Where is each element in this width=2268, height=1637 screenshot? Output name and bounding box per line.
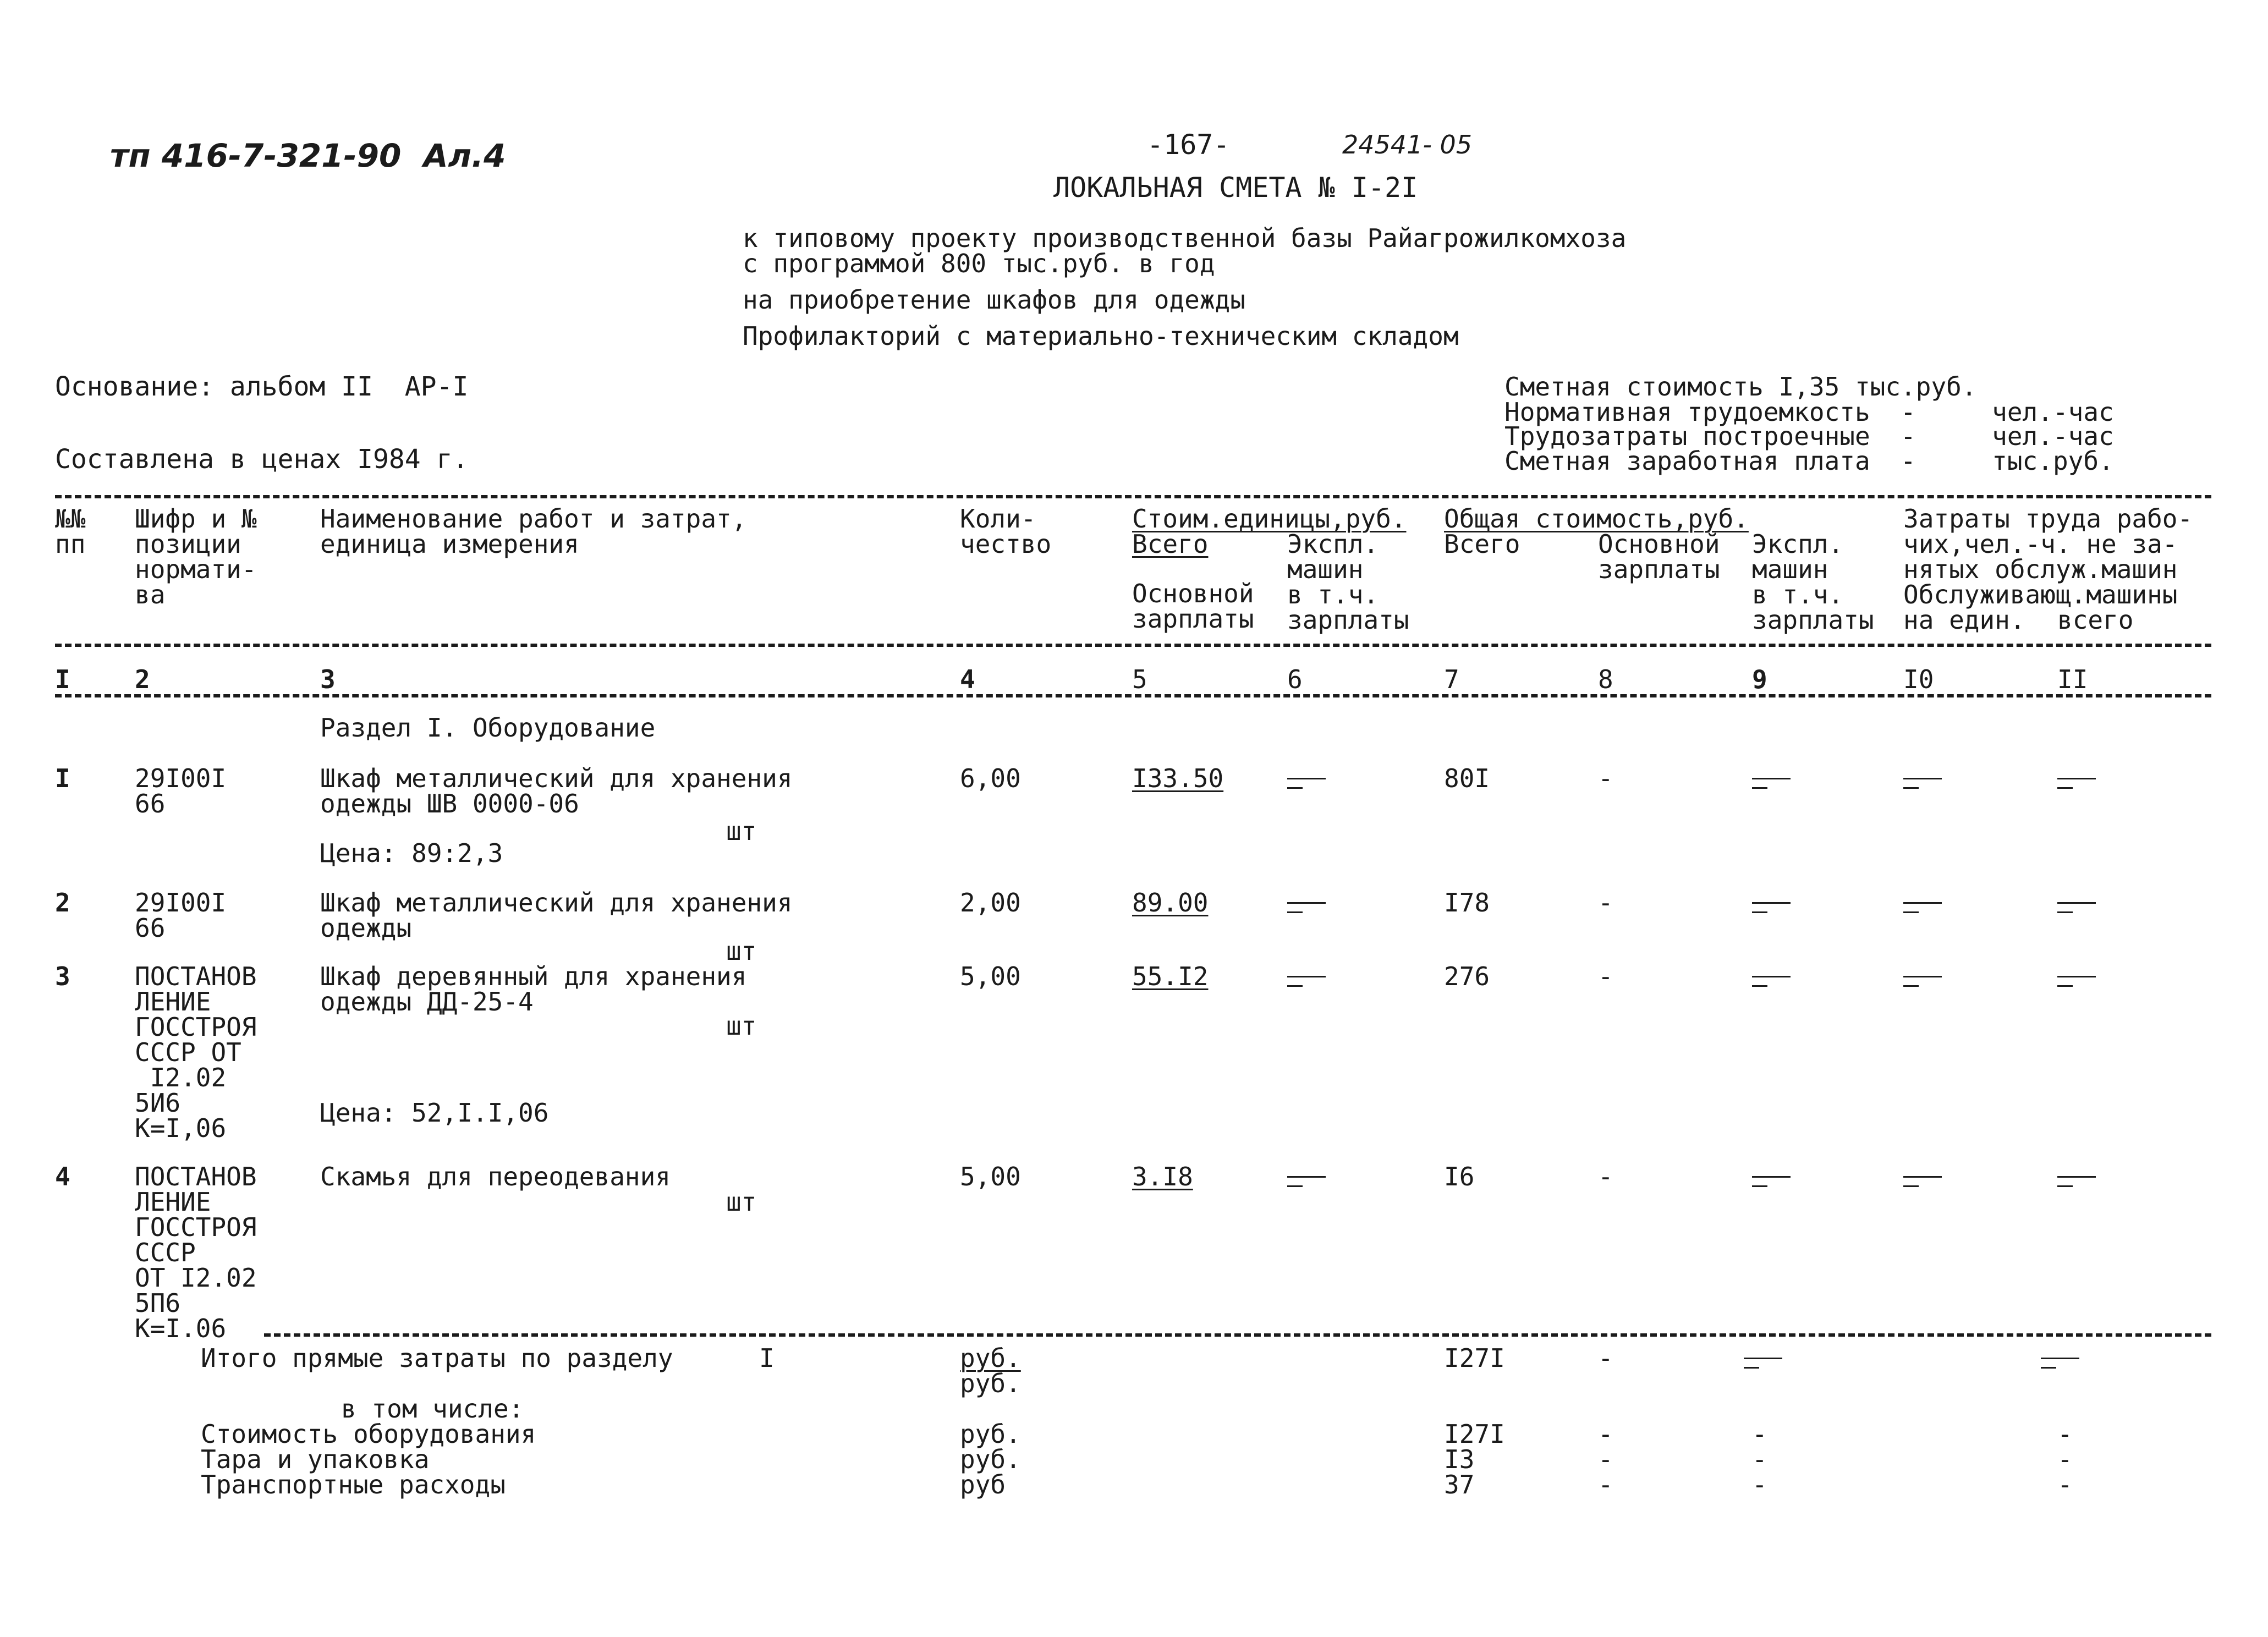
totals-item-sum: I27I (1444, 1419, 1505, 1449)
table-row-unit: шт (726, 1011, 757, 1041)
dash-mark (2057, 770, 2096, 789)
header-col-5a: Всего (1132, 529, 1209, 559)
table-row-unit: шт (726, 1187, 757, 1217)
table-row-qty: 5,00 (960, 1162, 1021, 1191)
header-total-cost-group: Общая стоимость,руб. (1444, 504, 1749, 534)
table-row-code: ПОСТАНОВ ЛЕНИЕ ГОССТРОЯ СССР ОТ I2.02 5П6 К=I.06 (135, 1162, 257, 1343)
totals-item-labor: - (2057, 1419, 2073, 1449)
col-number: I0 (1903, 664, 1934, 694)
totals-item-sum: I3 (1444, 1444, 1475, 1474)
table-row-number: 3 (55, 962, 70, 991)
col-number: 8 (1598, 664, 1613, 694)
totals-salary: - (1598, 1343, 1613, 1373)
dash-mark (1752, 1168, 1791, 1187)
dash-mark (1752, 894, 1791, 913)
table-top-rule (55, 495, 2211, 498)
dash-mark (2057, 1168, 2096, 1187)
table-row-qty: 2,00 (960, 888, 1021, 918)
dash-mark (1287, 894, 1326, 913)
totals-label: Итого прямые затраты по разделу (201, 1343, 673, 1373)
table-body-rule (264, 1333, 2211, 1337)
totals-item-labor: - (2057, 1470, 2073, 1499)
dash-mark (2057, 968, 2096, 987)
table-row-code: ПОСТАНОВ ЛЕНИЕ ГОССТРОЯ СССР ОТ I2.02 5И6 К=I,06 (135, 962, 257, 1143)
totals-item-label: Стоимость оборудования (201, 1419, 536, 1449)
dash-mark (1287, 968, 1326, 987)
header-col-5b: Основной зарплаты (1132, 579, 1254, 634)
table-row-price-note: Цена: 52,I.I,06 (320, 1098, 549, 1128)
header-col-9: Экспл. машин в т.ч. зарплаты (1752, 529, 1874, 635)
dash-mark (1752, 968, 1791, 987)
header-labor-group: Затраты труда рабо- чих,чел.-ч. не за- нятых обслуж.машин Обслуживающ.машины (1903, 504, 2193, 609)
totals-item-machines: - (1752, 1444, 1767, 1474)
subtitle-line-3: на приобретение шкафов для одежды (743, 285, 1245, 315)
totals-unit: руб. (960, 1343, 1021, 1373)
dash-mark (2057, 894, 2096, 913)
col-number: 7 (1444, 664, 1459, 694)
subtitle-line-2: с программой 800 тыс.руб. в год (743, 249, 1215, 278)
header-col-11: всего (2057, 605, 2134, 635)
table-row-name: Шкаф металлический для хранения одежды ШВ 0000-06 (320, 763, 793, 818)
dash-mark (1903, 894, 1942, 913)
col-number: 5 (1132, 664, 1147, 694)
table-row-total: I78 (1444, 888, 1490, 918)
subtitle-line-4: Профилакторий с материально-техническим складом (743, 321, 1459, 351)
table-row-total: I6 (1444, 1162, 1475, 1191)
document-code: 24541- 05 (1342, 130, 1473, 160)
table-row-code: 29I00I 66 (135, 763, 227, 818)
table-row-qty: 6,00 (960, 763, 1021, 793)
table-row-unit-cost: 89.00 (1132, 888, 1209, 918)
dash-mark (1903, 770, 1942, 789)
table-row-salary: - (1598, 1162, 1613, 1191)
section-title: Раздел I. Оборудование (320, 713, 656, 743)
totals-item-salary: - (1598, 1470, 1613, 1499)
table-row-total: 80I (1444, 763, 1490, 793)
header-col-4: Коли- чество (960, 504, 1052, 559)
dash-mark (1287, 1168, 1326, 1187)
table-row-name: Шкаф металлический для хранения одежды (320, 888, 793, 943)
table-row-unit-cost: I33.50 (1132, 763, 1224, 793)
summary-cost: Сметная стоимость I,35 тыс.руб. (1504, 372, 1977, 402)
totals-item-label: Тара и упаковка (201, 1444, 430, 1474)
col-number-rule (55, 694, 2211, 697)
dash-mark (1903, 968, 1942, 987)
summary-salary-value: - тыс.руб. (1901, 446, 2114, 476)
subtitle-line-1: к типовому проекту производственной базы Райагрожилкомхоза (743, 223, 1627, 253)
basis-text: Основание: альбом II АР-I (55, 371, 469, 402)
dash-mark (2041, 1350, 2079, 1369)
table-row-qty: 5,00 (960, 962, 1021, 991)
col-number: 4 (960, 664, 975, 694)
table-row-price-note: Цена: 89:2,3 (320, 838, 503, 868)
col-number: 3 (320, 664, 336, 694)
header-col-10: на един. (1903, 605, 2025, 635)
table-row-name: Скамья для переодевания (320, 1162, 671, 1191)
table-row-unit-cost: 55.I2 (1132, 962, 1209, 991)
header-col-8: Основной зарплаты (1598, 529, 1720, 584)
table-row-number: 4 (55, 1162, 70, 1191)
document-stamp: тп 416-7-321-90 Ал.4 (110, 137, 506, 174)
table-row-salary: - (1598, 763, 1613, 793)
totals-incl-label: в том числе: (341, 1394, 524, 1424)
dash-mark (1752, 770, 1791, 789)
totals-item-salary: - (1598, 1444, 1613, 1474)
table-row-unit: шт (726, 816, 757, 846)
header-col-6: Экспл. машин в т.ч. зарплаты (1287, 529, 1409, 635)
prices-year-text: Составлена в ценах I984 г. (55, 444, 469, 475)
totals-item-unit: руб (960, 1470, 1006, 1499)
summary-salary-label: Сметная заработная плата (1504, 446, 1870, 476)
summary-labor-build-label: Трудозатраты построечные (1504, 421, 1870, 451)
header-col-2: Шифр и № позиции нормати- ва (135, 504, 257, 609)
page-number: -167- (1147, 129, 1230, 161)
totals-item-machines: - (1752, 1470, 1767, 1499)
summary-labor-norm-label: Нормативная трудоемкость (1504, 397, 1870, 427)
table-row-code: 29I00I 66 (135, 888, 227, 943)
table-row-total: 276 (1444, 962, 1490, 991)
table-row-salary: - (1598, 888, 1613, 918)
col-number: 2 (135, 664, 150, 694)
totals-item-machines: - (1752, 1419, 1767, 1449)
summary-labor-norm-value: - чел.-час (1901, 397, 2114, 427)
estimate-title: ЛОКАЛЬНАЯ СМЕТА № I-2I (1053, 172, 1418, 204)
table-row-unit: шт (726, 936, 757, 966)
col-number: I (55, 664, 70, 694)
summary-labor-build-value: - чел.-час (1901, 421, 2114, 451)
table-row-name: Шкаф деревянный для хранения одежды ДД-25-4 (320, 962, 747, 1017)
totals-item-labor: - (2057, 1444, 2073, 1474)
table-row-number: 2 (55, 888, 70, 918)
header-col-3: Наименование работ и затрат, единица измерения (320, 504, 747, 559)
totals-sum: I27I (1444, 1343, 1505, 1373)
totals-unit: руб. (960, 1369, 1021, 1398)
dash-mark (1744, 1350, 1782, 1369)
table-row-number: I (55, 763, 70, 793)
totals-item-salary: - (1598, 1419, 1613, 1449)
col-number: II (2057, 664, 2088, 694)
totals-item-sum: 37 (1444, 1470, 1475, 1499)
dash-mark (1287, 770, 1326, 789)
header-col-1: №№ пп (55, 504, 86, 559)
header-col-7: Всего (1444, 529, 1520, 559)
col-number: 9 (1752, 664, 1767, 694)
col-number: 6 (1287, 664, 1303, 694)
header-unit-cost-group: Стоим.единицы,руб. (1132, 504, 1407, 534)
table-header-rule (55, 644, 2211, 647)
totals-item-unit: руб. (960, 1444, 1021, 1474)
table-row-unit-cost: 3.I8 (1132, 1162, 1193, 1191)
totals-section: I (759, 1343, 775, 1373)
totals-item-label: Транспортные расходы (201, 1470, 506, 1499)
totals-item-unit: руб. (960, 1419, 1021, 1449)
dash-mark (1903, 1168, 1942, 1187)
table-row-salary: - (1598, 962, 1613, 991)
